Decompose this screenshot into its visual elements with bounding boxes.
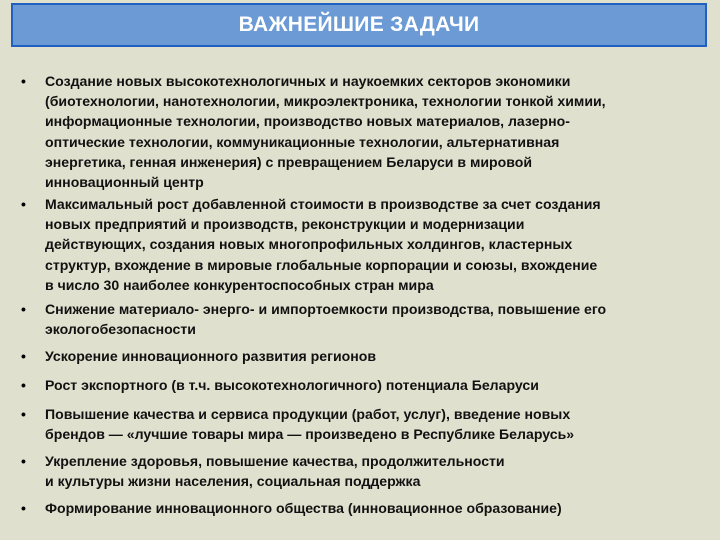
bullet: • (21, 196, 26, 212)
list-item-text: Формирование инновационного общества (инновационное образование) (45, 500, 562, 516)
bullet: • (21, 377, 26, 393)
bullet: • (21, 301, 26, 317)
list-item-text: Снижение материало- энерго- и импортоемкости производства, повышение его экологобезопасности (45, 301, 607, 338)
list-item-text: Создание новых высокотехнологичных и наукоемких секторов экономики (биотехнологии, нанотехнологии, микроэлектроника, технологии тонкой химии, информационные технологии, производство новых материалов, лазерно- оптические технологии, коммуникационные технологии, альтернативная энергетика, генная инженерия) с превращением Беларуси в мировой инновационный центр (45, 73, 606, 191)
list-item-text: Укрепление здоровья, повышение качества, продолжительности и культуры жизни населения, социальная поддержка (45, 453, 505, 490)
list-item-text: Повышение качества и сервиса продукции (работ, услуг), введение новых брендов — «лучшие товары мира — произведено в Республике Беларусь» (45, 406, 575, 443)
page-title: ВАЖНЕЙШИЕ ЗАДАЧИ (11, 3, 707, 47)
list-item-text: Максимальный рост добавленной стоимости в производстве за счет создания новых предприятий и производств, реконструкции и модернизации действующих, создания новых многопрофильных холдингов, кластерных структур, вхождение в мировые глобальные корпорации и союзы, вхождение в число 30 наиболее конкурентоспособных стран мира (45, 196, 601, 293)
bullet: • (21, 73, 26, 89)
bullet: • (21, 348, 26, 364)
list-item-text: Рост экспортного (в т.ч. высокотехнологичного) потенциала Беларуси (45, 377, 539, 393)
bullet: • (21, 453, 26, 469)
list-item-text: Ускорение инновационного развития регионов (45, 348, 377, 364)
bullet: • (21, 500, 26, 516)
bullet: • (21, 406, 26, 422)
